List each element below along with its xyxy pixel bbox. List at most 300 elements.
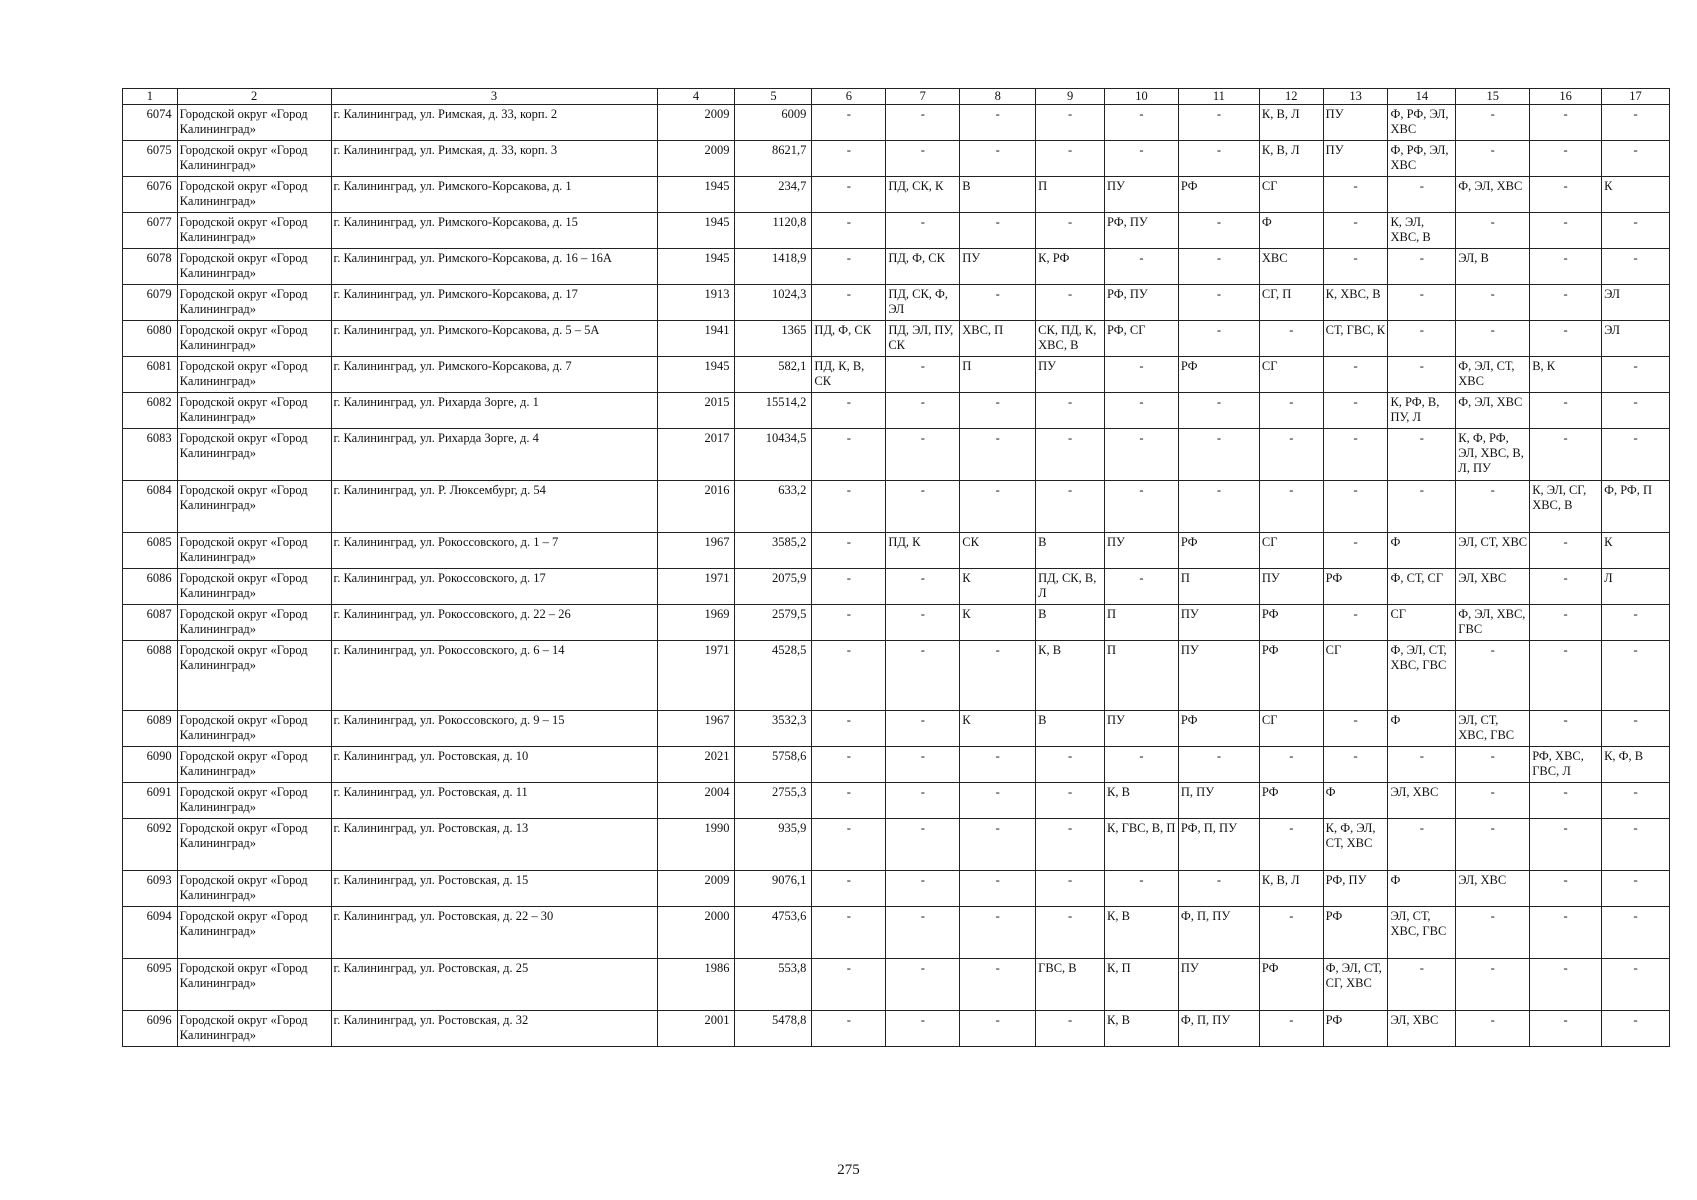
table-row [123,141,1670,177]
table-cell: 2579,5 [735,605,812,641]
table-cell: - [812,533,886,569]
table-cell: ПД, К, В, СК [812,357,886,393]
table-cell: Ф [1388,711,1456,747]
table-cell: - [1456,213,1530,249]
table-cell: - [812,959,886,1011]
table-cell: - [1323,213,1388,249]
table-cell: 2009 [657,871,735,907]
table-cell: - [1602,105,1670,141]
table-cell: Городской округ «Город Калининград» [177,907,331,959]
column-header: 17 [1602,89,1670,105]
table-cell: - [886,1011,960,1047]
table-cell: - [960,481,1036,533]
table-cell: 6080 [123,321,178,357]
table-cell: - [1530,105,1602,141]
table-cell: г. Калининград, ул. Рокоссовского, д. 6 – 14 [331,641,657,711]
table-cell: 1418,9 [735,249,812,285]
table-cell: 6083 [123,429,178,481]
table-cell: - [960,213,1036,249]
table-cell: 6096 [123,1011,178,1047]
table-cell: - [1602,605,1670,641]
table-cell: РФ [1178,711,1259,747]
table-cell: - [1602,429,1670,481]
table-cell: ПУ [1178,605,1259,641]
table-cell: 1971 [657,641,735,711]
table-cell: 1913 [657,285,735,321]
table-cell: 1365 [735,321,812,357]
table-cell: РФ [1323,907,1388,959]
table-row [123,249,1670,285]
table-cell: - [960,907,1036,959]
table-cell: - [886,959,960,1011]
table-cell: - [960,959,1036,1011]
table-cell: Ф, ЭЛ, ХВС [1456,177,1530,213]
table-cell: РФ, П, ПУ [1178,819,1259,871]
table-cell: ПУ [1036,357,1105,393]
table-cell: - [1388,959,1456,1011]
table-cell: К [960,569,1036,605]
table-cell: 582,1 [735,357,812,393]
table-cell: - [812,213,886,249]
table-cell: 6087 [123,605,178,641]
table-cell: - [1036,819,1105,871]
table-cell: - [1178,249,1259,285]
table-cell: К, Ф, РФ, ЭЛ, ХВС, В, Л, ПУ [1456,429,1530,481]
table-cell: - [812,819,886,871]
table-cell: - [886,711,960,747]
table-cell: К [1602,177,1670,213]
table-cell: - [960,1011,1036,1047]
table-cell: 2021 [657,747,735,783]
table-cell: - [1456,747,1530,783]
table-cell: - [1105,141,1179,177]
table-cell: - [886,481,960,533]
table-cell: 6095 [123,959,178,1011]
table-cell: - [1388,747,1456,783]
table-cell: - [886,357,960,393]
column-header: 16 [1530,89,1602,105]
table-cell: - [1388,177,1456,213]
column-header: 11 [1178,89,1259,105]
table-cell: К, ХВС, В [1323,285,1388,321]
table-cell: - [1530,871,1602,907]
table-cell: - [1530,141,1602,177]
table-cell: - [1602,141,1670,177]
table-row [123,641,1670,711]
table-cell: 6079 [123,285,178,321]
table-row [123,213,1670,249]
table-cell: - [1323,177,1388,213]
registry-table [122,88,1670,1047]
table-cell: - [886,141,960,177]
table-cell: ЭЛ, ХВС [1456,569,1530,605]
table-cell: Городской округ «Город Калининград» [177,783,331,819]
table-cell: г. Калининград, ул. Р. Люксембург, д. 54 [331,481,657,533]
table-cell: 8621,7 [735,141,812,177]
table-row [123,105,1670,141]
table-cell: ПУ [1323,105,1388,141]
table-cell: г. Калининград, ул. Римского-Корсакова, д. 15 [331,213,657,249]
table-row [123,959,1670,1011]
table-cell: - [1602,249,1670,285]
table-cell: 2075,9 [735,569,812,605]
table-cell: РФ [1178,177,1259,213]
table-cell: 2017 [657,429,735,481]
table-cell: - [1530,959,1602,1011]
table-cell: - [1602,783,1670,819]
table-cell: г. Калининград, ул. Рокоссовского, д. 17 [331,569,657,605]
table-cell: - [1388,249,1456,285]
table-cell: - [1456,321,1530,357]
table-cell: 6082 [123,393,178,429]
table-cell: 1969 [657,605,735,641]
table-cell: - [960,141,1036,177]
table-cell: - [1323,357,1388,393]
table-cell: Л [1602,569,1670,605]
table-cell: - [1602,819,1670,871]
table-cell: 6093 [123,871,178,907]
column-header: 7 [886,89,960,105]
table-cell: СК [960,533,1036,569]
table-cell: - [1530,569,1602,605]
table-cell: - [812,105,886,141]
table-cell: - [960,871,1036,907]
table-cell: К, ЭЛ, СГ, ХВС, В [1530,481,1602,533]
table-cell: РФ [1259,959,1323,1011]
table-cell: - [812,605,886,641]
table-row [123,605,1670,641]
table-cell: - [1105,569,1179,605]
table-cell: - [1530,641,1602,711]
table-cell: 1120,8 [735,213,812,249]
table-cell: 234,7 [735,177,812,213]
table-cell: Городской округ «Город Калининград» [177,141,331,177]
table-cell: Ф, П, ПУ [1178,907,1259,959]
table-cell: - [1178,213,1259,249]
table-cell: - [1602,393,1670,429]
table-cell: РФ, ПУ [1105,213,1179,249]
table-cell: - [1105,393,1179,429]
table-row [123,393,1670,429]
table-cell: - [1036,285,1105,321]
table-cell: 1986 [657,959,735,1011]
table-cell: - [812,747,886,783]
table-cell: - [1105,429,1179,481]
table-cell: Ф, ЭЛ, ХВС [1456,393,1530,429]
table-cell: ПД, ЭЛ, ПУ, СК [886,321,960,357]
table-cell: - [886,429,960,481]
column-header: 2 [177,89,331,105]
table-cell: - [1105,249,1179,285]
table-cell: г. Калининград, ул. Ростовская, д. 13 [331,819,657,871]
table-cell: 6081 [123,357,178,393]
table-cell: СГ [1259,711,1323,747]
column-header: 9 [1036,89,1105,105]
table-cell: Городской округ «Город Калининград» [177,321,331,357]
table-cell: СГ, П [1259,285,1323,321]
table-cell: - [1105,747,1179,783]
table-row [123,871,1670,907]
table-cell: 9076,1 [735,871,812,907]
table-cell: - [1036,393,1105,429]
table-cell: 2001 [657,1011,735,1047]
table-cell: 2009 [657,141,735,177]
table-cell: - [1456,141,1530,177]
table-cell: - [886,569,960,605]
table-cell: Городской округ «Город Калининград» [177,871,331,907]
table-cell: г. Калининград, ул. Ростовская, д. 32 [331,1011,657,1047]
table-cell: 1945 [657,357,735,393]
table-cell: ЭЛ, ХВС [1388,1011,1456,1047]
table-cell: 3585,2 [735,533,812,569]
table-cell: ЭЛ, СТ, ХВС, ГВС [1388,907,1456,959]
table-cell: Ф, ЭЛ, СТ, ХВС [1456,357,1530,393]
table-cell: - [960,285,1036,321]
table-cell: г. Калининград, ул. Рихарда Зорге, д. 1 [331,393,657,429]
table-cell: - [1456,285,1530,321]
table-cell: СГ [1259,357,1323,393]
table-cell: П [1178,569,1259,605]
table-cell: - [812,429,886,481]
table-cell: - [1178,141,1259,177]
table-cell: - [1036,871,1105,907]
table-cell: П [960,357,1036,393]
table-row [123,285,1670,321]
table-cell: Городской округ «Город Калининград» [177,213,331,249]
table-cell: ГВС, В [1036,959,1105,1011]
table-cell: - [1602,1011,1670,1047]
table-cell: 6086 [123,569,178,605]
table-cell: - [886,819,960,871]
table-cell: 1967 [657,711,735,747]
table-cell: - [960,783,1036,819]
column-number-row [123,89,1670,105]
table-cell: СТ, ГВС, К [1323,321,1388,357]
table-cell: К, ЭЛ, ХВС, В [1388,213,1456,249]
table-cell: РФ, СГ [1105,321,1179,357]
table-cell: 5478,8 [735,1011,812,1047]
table-cell: - [1178,393,1259,429]
table-cell: К, В, Л [1259,871,1323,907]
table-cell: 1967 [657,533,735,569]
table-cell: ПУ [960,249,1036,285]
table-cell: РФ, ПУ [1105,285,1179,321]
table-cell: ПД, Ф, СК [886,249,960,285]
table-cell: - [1388,357,1456,393]
column-header: 14 [1388,89,1456,105]
table-cell: Ф [1388,871,1456,907]
table-cell: В [1036,605,1105,641]
table-cell: - [1323,605,1388,641]
table-cell: 1990 [657,819,735,871]
table-cell: К, В [1105,907,1179,959]
table-cell: - [812,285,886,321]
table-cell: - [960,641,1036,711]
table-cell: - [1259,907,1323,959]
table-cell: 2015 [657,393,735,429]
table-cell: Городской округ «Город Калининград» [177,819,331,871]
table-cell: - [1530,285,1602,321]
table-cell: СК, ПД, К, ХВС, В [1036,321,1105,357]
table-cell: Городской округ «Город Калининград» [177,605,331,641]
table-cell: 1945 [657,249,735,285]
table-cell: - [1456,481,1530,533]
table-cell: 2004 [657,783,735,819]
table-cell: г. Калининград, ул. Ростовская, д. 11 [331,783,657,819]
table-cell: 6077 [123,213,178,249]
table-cell: г. Калининград, ул. Рихарда Зорге, д. 4 [331,429,657,481]
table-cell: Городской округ «Город Калининград» [177,481,331,533]
table-cell: - [1178,481,1259,533]
table-cell: К [960,605,1036,641]
table-cell: - [1530,605,1602,641]
table-cell: РФ [1178,357,1259,393]
table-cell: 6074 [123,105,178,141]
table-cell: - [960,819,1036,871]
table-cell: К, В, Л [1259,141,1323,177]
table-cell: - [1530,1011,1602,1047]
table-cell: 633,2 [735,481,812,533]
column-header: 12 [1259,89,1323,105]
table-cell: - [1602,641,1670,711]
table-cell: К, П [1105,959,1179,1011]
table-cell: - [1456,641,1530,711]
table-cell: 2016 [657,481,735,533]
table-cell: ПУ [1259,569,1323,605]
table-cell: 4528,5 [735,641,812,711]
column-header: 8 [960,89,1036,105]
table-cell: К, РФ [1036,249,1105,285]
table-cell: 10434,5 [735,429,812,481]
table-cell: - [1602,907,1670,959]
table-row [123,819,1670,871]
table-cell: - [1388,481,1456,533]
table-cell: - [1036,429,1105,481]
table-cell: 4753,6 [735,907,812,959]
table-cell: 1971 [657,569,735,605]
table-cell: Городской округ «Город Калининград» [177,105,331,141]
table-cell: - [886,783,960,819]
table-cell: РФ [1178,533,1259,569]
table-cell: Городской округ «Город Калининград» [177,429,331,481]
table-cell: - [812,641,886,711]
table-cell: - [1105,105,1179,141]
table-cell: - [812,481,886,533]
table-cell: - [1036,141,1105,177]
table-cell: Городской округ «Город Калининград» [177,1011,331,1047]
table-row [123,569,1670,605]
table-cell: - [812,907,886,959]
registry-sheet [122,88,1670,1047]
table-cell: Городской округ «Город Калининград» [177,393,331,429]
table-cell: - [960,747,1036,783]
table-cell: ПУ [1178,959,1259,1011]
table-cell: - [1259,747,1323,783]
table-cell: ЭЛ, СТ, ХВС, ГВС [1456,711,1530,747]
table-cell: г. Калининград, ул. Ростовская, д. 15 [331,871,657,907]
table-cell: - [1530,213,1602,249]
table-cell: ЭЛ, В [1456,249,1530,285]
table-cell: - [1105,481,1179,533]
table-row [123,481,1670,533]
column-header: 5 [735,89,812,105]
table-cell: - [1323,393,1388,429]
table-cell: - [886,213,960,249]
table-cell: Городской округ «Город Калининград» [177,959,331,1011]
table-cell: - [1259,1011,1323,1047]
table-cell: - [1036,213,1105,249]
table-cell: г. Калининград, ул. Римского-Корсакова, д. 16 – 16А [331,249,657,285]
table-row [123,357,1670,393]
table-cell: Ф, П, ПУ [1178,1011,1259,1047]
table-cell: 553,8 [735,959,812,1011]
table-cell: 6090 [123,747,178,783]
table-cell: - [1323,711,1388,747]
table-cell: Городской округ «Город Калининград» [177,357,331,393]
table-cell: г. Калининград, ул. Рокоссовского, д. 9 – 15 [331,711,657,747]
table-cell: - [886,641,960,711]
table-cell: - [1259,393,1323,429]
table-cell: - [1530,783,1602,819]
table-cell: - [812,711,886,747]
table-cell: К, РФ, В, ПУ, Л [1388,393,1456,429]
table-cell: - [1105,357,1179,393]
table-cell: - [1602,871,1670,907]
table-cell: - [886,747,960,783]
table-row [123,907,1670,959]
table-cell: - [1036,105,1105,141]
table-cell: - [1388,321,1456,357]
table-cell: - [1388,819,1456,871]
table-cell: Ф [1388,533,1456,569]
table-cell: СГ [1259,533,1323,569]
table-cell: г. Калининград, ул. Римского-Корсакова, д. 5 – 5А [331,321,657,357]
column-header: 4 [657,89,735,105]
table-cell: - [1036,747,1105,783]
table-row [123,177,1670,213]
table-cell: СГ [1388,605,1456,641]
table-cell: Городской округ «Город Калининград» [177,747,331,783]
table-cell: - [1323,747,1388,783]
table-cell: - [1105,871,1179,907]
table-cell: 6092 [123,819,178,871]
table-cell: - [1456,819,1530,871]
table-cell: 1941 [657,321,735,357]
table-cell: 1945 [657,177,735,213]
table-cell: - [1178,285,1259,321]
table-cell: 935,9 [735,819,812,871]
table-cell: Городской округ «Город Калининград» [177,249,331,285]
table-cell: - [1530,321,1602,357]
table-cell: 6009 [735,105,812,141]
table-cell: ПД, К [886,533,960,569]
column-header: 3 [331,89,657,105]
table-cell: г. Калининград, ул. Римского-Корсакова, д. 7 [331,357,657,393]
table-cell: К [960,711,1036,747]
table-cell: - [960,393,1036,429]
table-cell: ЭЛ, ХВС [1456,871,1530,907]
table-cell: - [1530,819,1602,871]
table-cell: - [1602,213,1670,249]
table-cell: ЭЛ, ХВС [1388,783,1456,819]
table-cell: 5758,6 [735,747,812,783]
table-cell: 6088 [123,641,178,711]
table-cell: Ф, ЭЛ, СТ, ХВС, ГВС [1388,641,1456,711]
table-cell: - [1388,429,1456,481]
table-cell: К, ГВС, В, П [1105,819,1179,871]
table-cell: К [1602,533,1670,569]
table-cell: - [1602,959,1670,1011]
